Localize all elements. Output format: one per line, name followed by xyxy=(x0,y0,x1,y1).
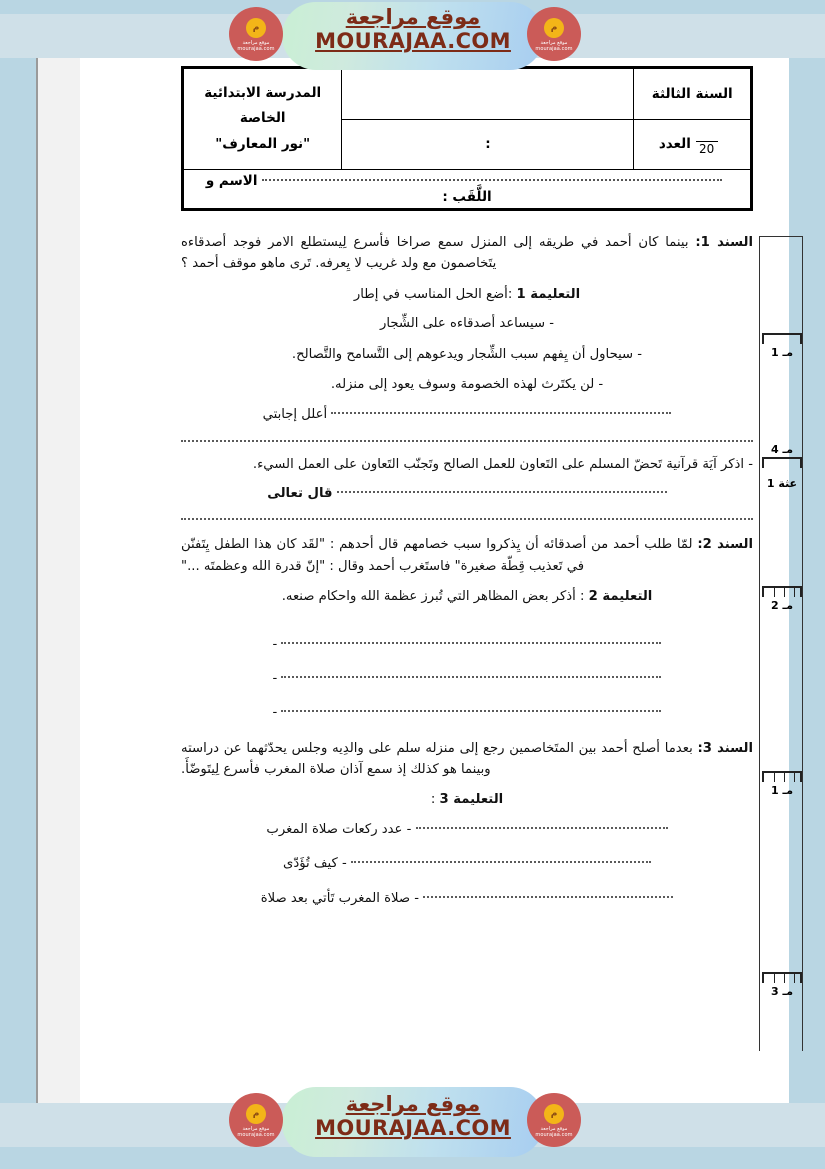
score-label: العدد xyxy=(658,136,691,153)
school-line-1: المدرسة الابتدائية الخاصة xyxy=(204,84,322,127)
section3-question-3 xyxy=(181,888,753,909)
section3-answer-line-2[interactable] xyxy=(351,861,651,863)
logo-caption-ar: موقع مراجعة xyxy=(242,40,270,46)
verse-answer-line-2[interactable] xyxy=(181,518,753,520)
section3-question-1-text: - عدد ركعات صلاة المغرب xyxy=(266,821,412,837)
verse-lead-row xyxy=(181,483,753,504)
student-name-cell[interactable] xyxy=(183,170,752,210)
blank-cell-top[interactable] xyxy=(342,68,634,120)
section1-source-text: بينما كان أحمد في طريقه إلى المنزل سمع صراخا فأسرع لِيستطلع الامر فوجد أصدقاءه يتَخاصمون مع ولد غريب لا يِعرفه. تَرى ماهو موقف أحمد ؟ xyxy=(181,235,689,272)
table-row xyxy=(183,170,752,210)
section1-option-3[interactable]: - لن يكتَرث لهذه الخصومة وسوف يعود إلى منزله. xyxy=(330,376,604,392)
school-name-cell xyxy=(183,68,342,170)
identification-table xyxy=(181,66,753,211)
verse-lead-label: قال تعالى xyxy=(267,486,333,501)
section3-answer-line-1[interactable] xyxy=(416,827,668,829)
mark-box-2[interactable] xyxy=(762,441,802,468)
table-row xyxy=(183,68,752,120)
logo-caption xyxy=(229,40,283,52)
section2-answer-line-3[interactable] xyxy=(281,710,661,712)
section3-question-1 xyxy=(181,819,753,840)
section2-instruction-text: : أذكر بعض المظاهر التي تُبرز عظمة الله واحكام صنعه. xyxy=(281,589,585,605)
section2-answer-line-2[interactable] xyxy=(281,676,661,678)
section1-option-2[interactable]: - سيحاول أن يِفهم سبب الشِّجار ويدعوهم إلى التَّسامح والتَّصالح. xyxy=(291,346,643,362)
section3-source-label: السند 3: xyxy=(697,740,754,756)
verse-answer-line-1[interactable] xyxy=(337,491,667,493)
section2-instruction xyxy=(181,586,753,607)
school-line-2: "نور المعارف" xyxy=(215,135,311,152)
logo-mark-icon: م xyxy=(246,18,266,38)
marking-column xyxy=(759,236,803,1051)
section2-answer-2 xyxy=(181,668,753,689)
page-gutter-shading xyxy=(36,50,80,1120)
mark-box-1[interactable] xyxy=(762,333,802,360)
section1-justify-line-1[interactable] xyxy=(331,412,671,414)
brand-logo-right xyxy=(527,1093,581,1147)
mark-label: مـ 1 xyxy=(770,784,794,797)
logo-caption xyxy=(527,1126,581,1138)
brand-title-arabic: موقع مراجعة xyxy=(345,5,481,29)
section3-question-2-text: - كيف تُؤَدّى xyxy=(283,856,347,872)
section1-justify-label: أعلل إجابتي xyxy=(262,407,328,423)
score-numerator-blank[interactable] xyxy=(696,132,718,142)
section3-answer-line-3[interactable] xyxy=(423,896,673,898)
brand-banner-bottom xyxy=(0,1081,825,1169)
section2-bullet-3: - xyxy=(272,705,278,721)
mark-box-6[interactable] xyxy=(762,972,802,999)
brand-banner-top xyxy=(0,0,825,72)
section2-answer-line-1[interactable] xyxy=(281,642,661,644)
mark-label: مـ 1 xyxy=(770,346,794,359)
brand-logo-left xyxy=(229,7,283,61)
section2-source-text: لمّا طلب أحمد من أصدقائه أن يِذكروا سبب خصامهم قال أحدهم : "لقَد كان هذا الطفل يِتَفنّن في تَعذيب قِطّة صغيرة" فاستَغرب أحمد وقال : "إنّ قدرة الله وعظمتَه ..." xyxy=(181,537,693,574)
section1-instruction xyxy=(181,284,753,305)
score-denominator: 20 xyxy=(698,142,715,157)
mark-label: عثة 1 xyxy=(766,477,798,490)
section2-source xyxy=(181,534,753,577)
mark-label: مـ 2 xyxy=(770,599,794,612)
section2-source-label: السند 2: xyxy=(697,537,753,553)
section3-instruction-label: التعليمة 3 xyxy=(439,792,504,808)
logo-caption-ar: موقع مراجعة xyxy=(242,1126,270,1132)
logo-caption xyxy=(229,1126,283,1138)
logo-caption-en: mourajaa.com xyxy=(535,46,573,52)
logo-caption-en: mourajaa.com xyxy=(535,1132,573,1138)
section2-answer-3 xyxy=(181,702,753,723)
mark-box-4[interactable] xyxy=(762,586,802,613)
score-fraction[interactable] xyxy=(696,132,718,156)
mark-label: مـ 3 xyxy=(770,985,794,998)
brand-logo-left xyxy=(229,1093,283,1147)
section1-justify-line-2[interactable] xyxy=(181,440,753,442)
worksheet-content xyxy=(181,232,753,922)
brand-title-block xyxy=(282,1093,544,1139)
section3-question-2 xyxy=(181,853,753,874)
section1-justify-row xyxy=(181,404,753,425)
section1-option-1[interactable]: - سيساعد أصدقاءه على الشِّجار xyxy=(380,316,554,332)
year-cell: السنة الثالثة xyxy=(634,68,752,120)
section2-bullet-1: - xyxy=(272,636,278,652)
mark-ticks xyxy=(762,457,802,468)
section3-instruction-text: : xyxy=(430,792,436,808)
section3-source xyxy=(181,738,753,781)
mark-box-3[interactable] xyxy=(762,475,802,491)
logo-caption-ar: موقع مراجعة xyxy=(540,40,568,46)
subject-cell[interactable]: : xyxy=(342,119,634,169)
brand-title-arabic: موقع مراجعة xyxy=(345,1092,481,1116)
brand-title-english: MOURAJAA.COM xyxy=(315,1116,511,1141)
logo-caption-en: mourajaa.com xyxy=(237,1132,275,1138)
mark-ticks xyxy=(762,333,802,344)
section1-instruction-text: :أضع الحل المناسب في إطار xyxy=(353,286,513,302)
logo-caption-ar: موقع مراجعة xyxy=(540,1126,568,1132)
logo-mark-icon: م xyxy=(544,1104,564,1124)
mark-box-5[interactable] xyxy=(762,771,802,798)
section3-question-3-text: - صلاة المغرب تَأتي بعد صلاة xyxy=(260,890,420,906)
brand-title-english: MOURAJAA.COM xyxy=(315,29,511,54)
marking-column-top-border xyxy=(760,236,802,237)
logo-caption xyxy=(527,40,581,52)
mark-ticks xyxy=(762,771,802,782)
section3-instruction xyxy=(181,789,753,810)
section1-source-label: السند 1: xyxy=(695,235,753,250)
logo-mark-icon: م xyxy=(544,18,564,38)
section2-answer-1 xyxy=(181,634,753,655)
section2-instruction-label: التعليمة 2 xyxy=(588,589,653,605)
mark-label: مـ 4 xyxy=(770,443,794,456)
score-cell xyxy=(634,119,752,169)
mark-ticks xyxy=(762,972,802,983)
brand-logo-right xyxy=(527,7,581,61)
section1-source xyxy=(181,232,753,275)
logo-caption-en: mourajaa.com xyxy=(237,46,275,52)
mark-ticks xyxy=(762,586,802,597)
section1-instruction-label: التعليمة 1 xyxy=(516,286,581,302)
logo-mark-icon: م xyxy=(246,1104,266,1124)
student-name-input-line[interactable] xyxy=(262,179,722,181)
verse-request: - اذكر آيَة قرآنية تَحضّ المسلم على التَعاون للعمل الصالح وتَجنّب التَعاون على العمل السيء. xyxy=(252,456,753,472)
student-name-label: الاسم و اللَّقَب : xyxy=(205,173,492,205)
brand-title-block xyxy=(282,6,544,52)
section3-source-text: بعدما أصلح أحمد بين المتَخاصمين رجع إلى منزله سلم على والدِيه وجلس يحدّثهما عن دراسته وبينما هو كذلك إذ سمع آذان صلاة المغرب فأسرع لِيتَوضّأَ. xyxy=(181,740,693,777)
page-gutter-line xyxy=(36,50,38,1120)
section2-bullet-2: - xyxy=(272,670,278,686)
